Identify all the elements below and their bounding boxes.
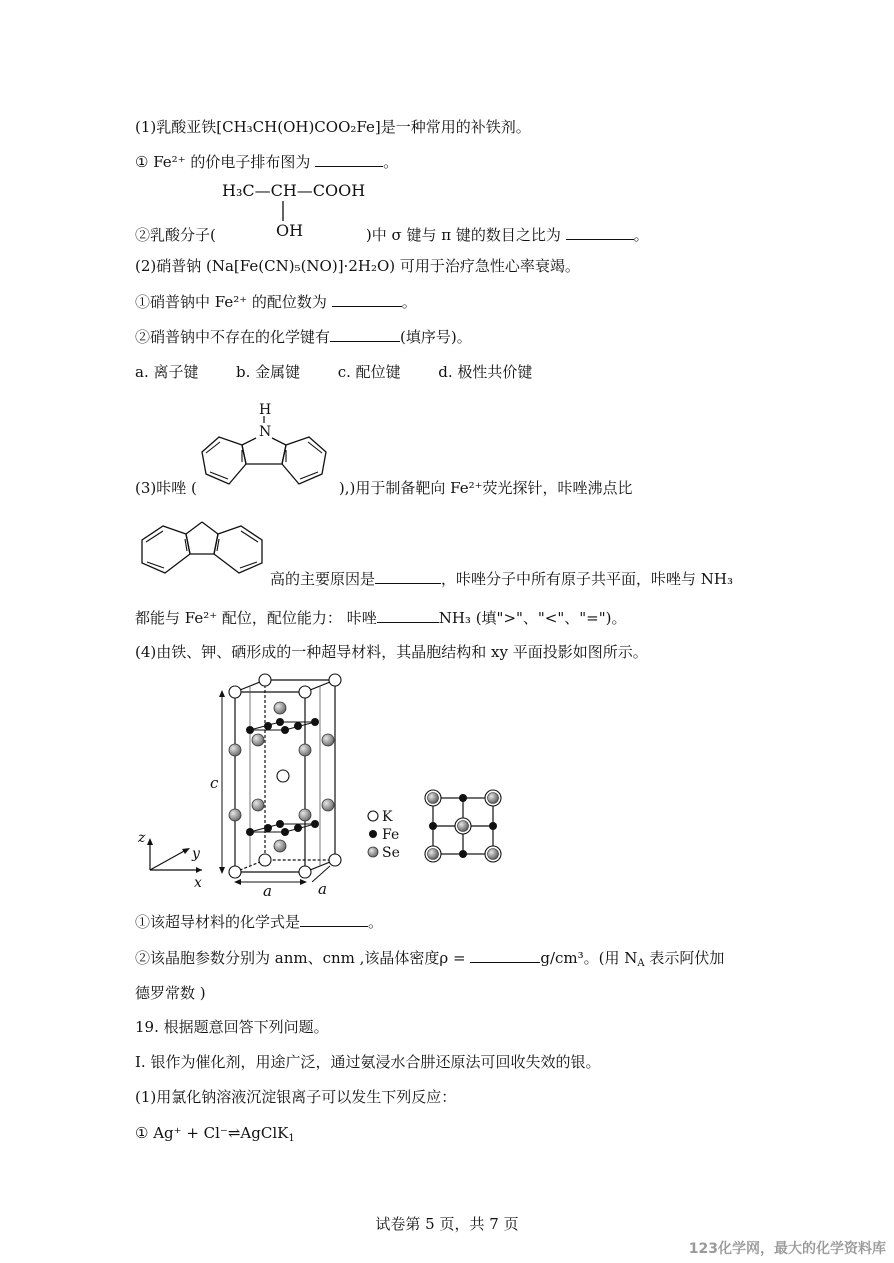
watermark: 123化学网，最大的化学资料库 xyxy=(688,1241,886,1257)
q4-sub1: ①该超导材料的化学式是 。 xyxy=(135,913,384,931)
legend-fe-label: Fe xyxy=(382,827,400,843)
lactic-top-row: H₃C—CH—COOH xyxy=(222,181,366,200)
lactic-oh: OH xyxy=(276,221,304,240)
q2-sub2: ②硝普钠中不存在的化学键有 (填序号)。 xyxy=(135,328,472,346)
q3-line2: 高的主要原因是 ，咔唑分子中所有原子共平面，咔唑与 NH₃ xyxy=(270,570,734,588)
option-a: a. 离子键 xyxy=(135,363,199,381)
dim-a-label-1: a xyxy=(263,882,272,900)
answer-blank[interactable] xyxy=(315,152,383,167)
carbazole-n-atom: N xyxy=(259,424,272,440)
q19-sub1: (1)用氯化钠溶液沉淀银离子可以发生下列反应： xyxy=(135,1088,457,1106)
page-footer: 试卷第 5 页，共 7 页 xyxy=(375,1215,519,1233)
answer-blank[interactable] xyxy=(377,608,439,623)
dim-a-label-2: a xyxy=(318,880,327,898)
axis-z-label: z xyxy=(138,830,146,846)
q19-title: 19. 根据题意回答下列问题。 xyxy=(135,1018,329,1036)
q19-part-i: I. 银作为催化剂，用途广泛，通过氨浸水合肼还原法可回收失效的银。 xyxy=(135,1053,601,1071)
option-d: d. 极性共价键 xyxy=(438,363,533,381)
axis-y-label: y xyxy=(192,846,200,862)
legend-k-icon xyxy=(368,811,378,821)
q3-line3: 都能与 Fe²⁺ 配位，配位能力： 咔唑 NH₃ (填">"、"<"、"=")。 xyxy=(135,609,627,627)
q4-sub2: ②该晶胞参数分别为 anm、cnm ,该晶体密度ρ = g/cm³。(用 $N_A$ 表示阿伏加 xyxy=(135,949,725,969)
q4-sub2-cont: 德罗常数 ) xyxy=(135,984,206,1002)
q2-intro: (2)硝普钠 (Na[Fe(CN)₅(NO)]·2H₂O) 可用于治疗急性心率衰竭。 xyxy=(135,257,580,275)
q2-options xyxy=(135,362,532,382)
legend-k-label: K xyxy=(382,809,393,825)
legend-se-icon xyxy=(368,847,378,857)
answer-blank[interactable] xyxy=(300,912,368,927)
q4-intro: (4)由铁、钾、硒形成的一种超导材料，其晶胞结构和 xy 平面投影如图所示。 xyxy=(135,643,648,661)
legend-fe-icon xyxy=(369,830,377,838)
q3-line1: (3)咔唑 ( ),)用于制备靶向 Fe²⁺荧光探针，咔唑沸点比 xyxy=(135,479,633,497)
option-c: c. 配位键 xyxy=(337,363,401,381)
answer-blank[interactable] xyxy=(330,327,400,342)
q19-eq1: ① Ag⁺ + Cl⁻⇌AgClK$_1$ xyxy=(135,1124,295,1144)
answer-blank[interactable] xyxy=(566,225,634,240)
carbazole-h-atom: H xyxy=(259,402,272,418)
q1-sub2: ②乳酸分子( )中 σ 键与 π 键的数目之比为 。 xyxy=(135,226,649,244)
answer-blank[interactable] xyxy=(375,569,441,584)
answer-blank[interactable] xyxy=(332,292,402,307)
q1-intro: (1)乳酸亚铁[CH₃CH(OH)COO₂Fe]是一种常用的补铁剂。 xyxy=(135,118,531,136)
atom-legend xyxy=(366,806,416,866)
dim-c-label: c xyxy=(210,774,219,792)
axis-x-label: x xyxy=(194,875,202,891)
answer-blank[interactable] xyxy=(470,948,540,963)
q2-sub1: ①硝普钠中 Fe²⁺ 的配位数为 。 xyxy=(135,293,417,311)
option-b: b. 金属键 xyxy=(236,363,301,381)
q1-sub1: ① Fe²⁺ 的价电子排布图为 。 xyxy=(135,153,399,171)
legend-se-label: Se xyxy=(382,845,400,861)
xy-projection xyxy=(422,788,508,858)
fluorene-structure xyxy=(134,516,270,584)
unit-cell-diagram xyxy=(130,670,360,900)
